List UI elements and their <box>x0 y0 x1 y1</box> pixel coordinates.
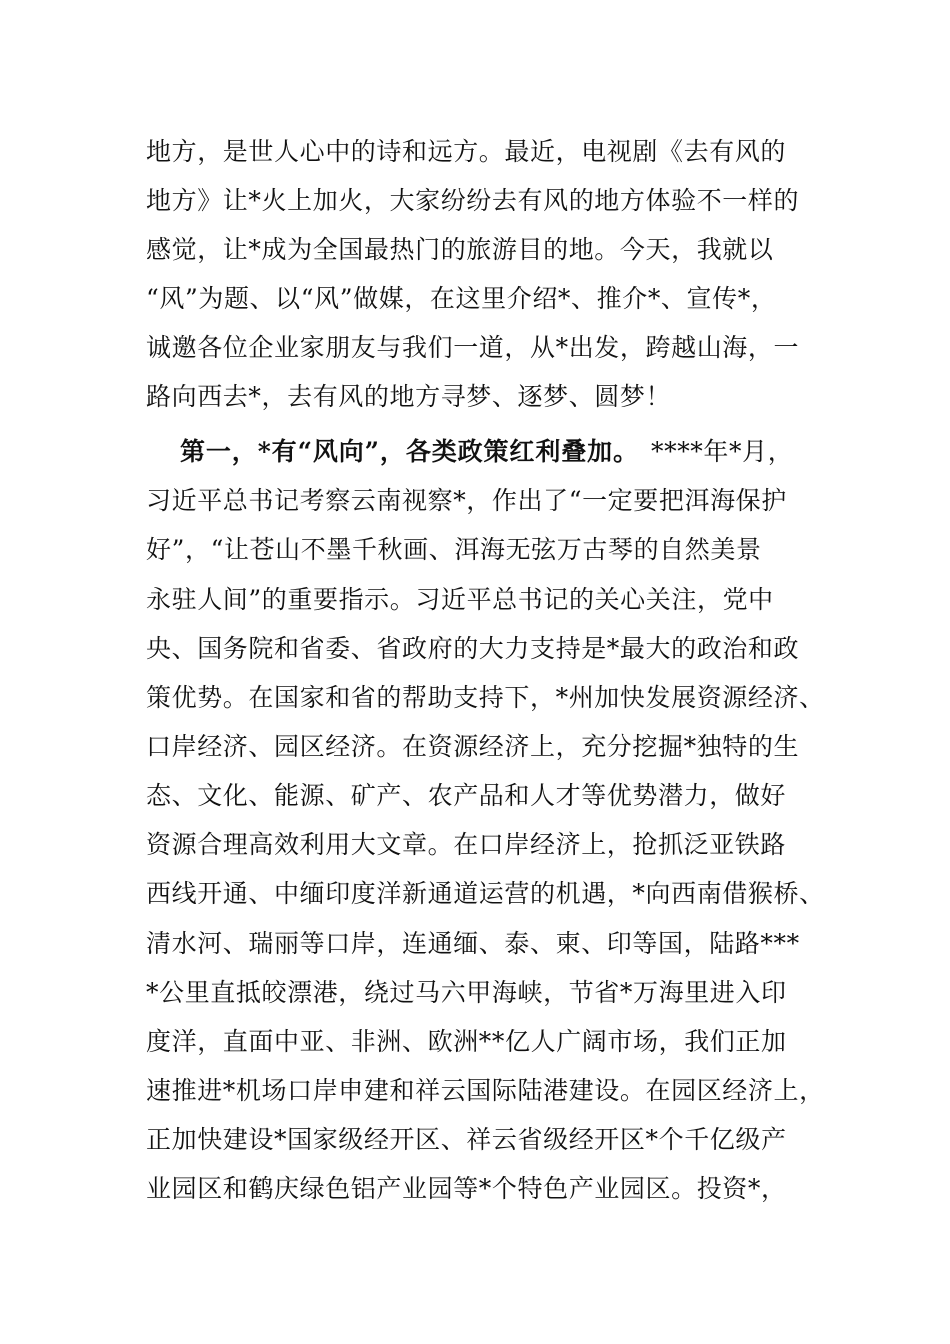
paragraph-2-line-12 <box>0 973 950 1013</box>
text-line: 业园区和鹤庆绿色铝产业园等*个特色产业园区。投资*， <box>146 1174 787 1203</box>
paragraph-2-line-14 <box>0 1071 950 1111</box>
paragraph-1-line-2 <box>0 181 950 221</box>
text-line: 地方，是世人心中的诗和远方。最近，电视剧《去有风的 <box>146 137 787 166</box>
paragraph-1-line-6 <box>0 377 950 417</box>
text-line: 态、文化、能源、矿产、农产品和人才等优势潜力，做好 <box>146 781 787 810</box>
paragraph-2-line-9 <box>0 825 950 865</box>
paragraph-2-line-6 <box>0 678 950 718</box>
paragraph-2-line-3 <box>0 530 950 570</box>
text-line: 地方》让*火上加火，大家纷纷去有风的地方体验不一样的 <box>146 186 800 215</box>
paragraph-1-line-3 <box>0 230 950 270</box>
paragraph-2-line-11 <box>0 924 950 964</box>
text-line: 策优势。在国家和省的帮助支持下，*州加快发展资源经济、 <box>146 683 825 712</box>
text-line: “风”为题、以“风”做媒，在这里介绍*、推介*、宣传*， <box>146 284 777 313</box>
paragraph-1-line-4 <box>0 279 950 319</box>
text-line: 习近平总书记考察云南视察*，作出了“一定要把洱海保护 <box>146 486 787 515</box>
text-line: 感觉，让*成为全国最热门的旅游目的地。今天，我就以 <box>146 235 774 264</box>
paragraph-2-line-13 <box>0 1022 950 1062</box>
paragraph-2-line-15 <box>0 1120 950 1160</box>
text-line: 央、国务院和省委、省政府的大力支持是*最大的政治和政 <box>146 634 800 663</box>
section-heading: 第一，*有“风向”，各类政策红利叠加。 <box>180 437 639 466</box>
paragraph-1-line-1 <box>0 132 950 172</box>
text-line: *公里直抵皎漂港，绕过马六甲海峡，节省*万海里进入印 <box>146 978 787 1007</box>
paragraph-2-line-5 <box>0 629 950 669</box>
text-line: 清水河、瑞丽等口岸，连通缅、泰、柬、印等国，陆路*** <box>146 929 800 958</box>
paragraph-2-line-16 <box>0 1169 950 1209</box>
paragraph-2-line-10 <box>0 874 950 914</box>
paragraph-1-line-5 <box>0 328 950 368</box>
text-line: 好”，“让苍山不墨千秋画、洱海无弦万古琴的自然美景 <box>146 535 762 564</box>
text-line: 永驻人间”的重要指示。习近平总书记的关心关注，党中 <box>146 585 774 614</box>
paragraph-2-line-1 <box>0 432 950 472</box>
text-line: 口岸经济、园区经济。在资源经济上，充分挖掘*独特的生 <box>146 732 800 761</box>
text-line: 正加快建设*国家级经开区、祥云省级经开区*个千亿级产 <box>146 1125 787 1154</box>
paragraph-2-line-7 <box>0 727 950 767</box>
text-line: 诚邀各位企业家朋友与我们一道，从*出发，跨越山海，一 <box>146 333 800 362</box>
text-line: 速推进*机场口岸申建和祥云国际陆港建设。在园区经济上， <box>146 1076 825 1105</box>
text-line: 西线开通、中缅印度洋新通道运营的机遇，*向西南借猴桥、 <box>146 879 825 908</box>
paragraph-2-line-2 <box>0 481 950 521</box>
paragraph-2-line-4 <box>0 580 950 620</box>
text-line: 度洋，直面中亚、非洲、欧洲**亿人广阔市场，我们正加 <box>146 1027 787 1056</box>
text-line: 资源合理高效利用大文章。在口岸经济上，抢抓泛亚铁路 <box>146 830 787 859</box>
text-line: 路向西去*，去有风的地方寻梦、逐梦、圆梦！ <box>146 382 672 411</box>
text-line: ****年*月， <box>651 437 794 466</box>
paragraph-2-line-8 <box>0 776 950 816</box>
